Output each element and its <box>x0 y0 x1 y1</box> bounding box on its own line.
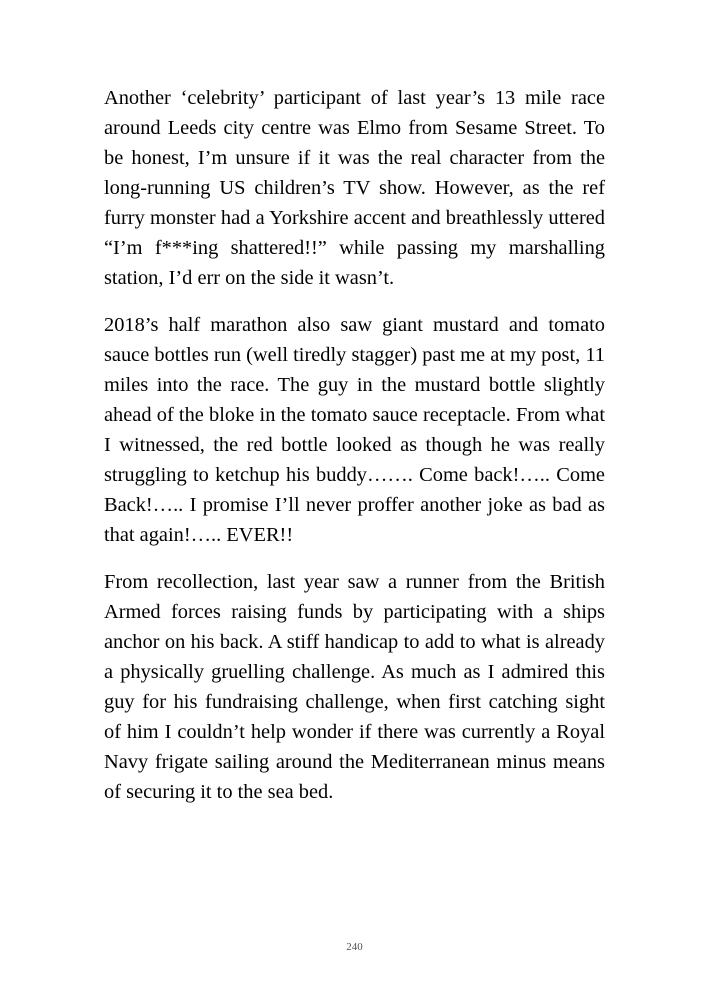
paragraph-sauce-bottles: 2018’s half marathon also saw giant mustard and tomato sauce bottles run (well tiredly stagger) past me at my post, 11 miles into the race. The guy in the mustard bottle slightly ahead of the bloke in the tomato sauce receptacle. From what I witnessed, the red bottle looked as though he was really struggling to ketchup his buddy……. Come back!….. Come Back!….. I promise I’ll never proffer another joke as bad as that again!….. EVER!! <box>104 314 605 546</box>
paragraph-elmo: Another ‘celebrity’ participant of last year’s 13 mile race around Leeds city centre was Elmo from Sesame Street. To be honest, I’m unsure if it was the real character from the long-running US children’s TV show. However, as the ref furry monster had a Yorkshire accent and breathlessly uttered “I’m f***ing shattered!!” while passing my marshalling station, I’d err on the side it wasn’t. <box>104 87 605 289</box>
paragraph-anchor-runner: From recollection, last year saw a runner from the British Armed forces raising funds by participating with a ships anchor on his back. A stiff handicap to add to what is already a physically gruelling challenge. As much as I admired this guy for his fundraising challenge, when first catching sight of him I couldn’t help wonder if there was currently a Royal Navy frigate sailing around the Mediterranean minus means of securing it to the sea bed. <box>104 571 605 803</box>
page-number: 240 <box>346 941 363 953</box>
body-text <box>104 83 605 824</box>
